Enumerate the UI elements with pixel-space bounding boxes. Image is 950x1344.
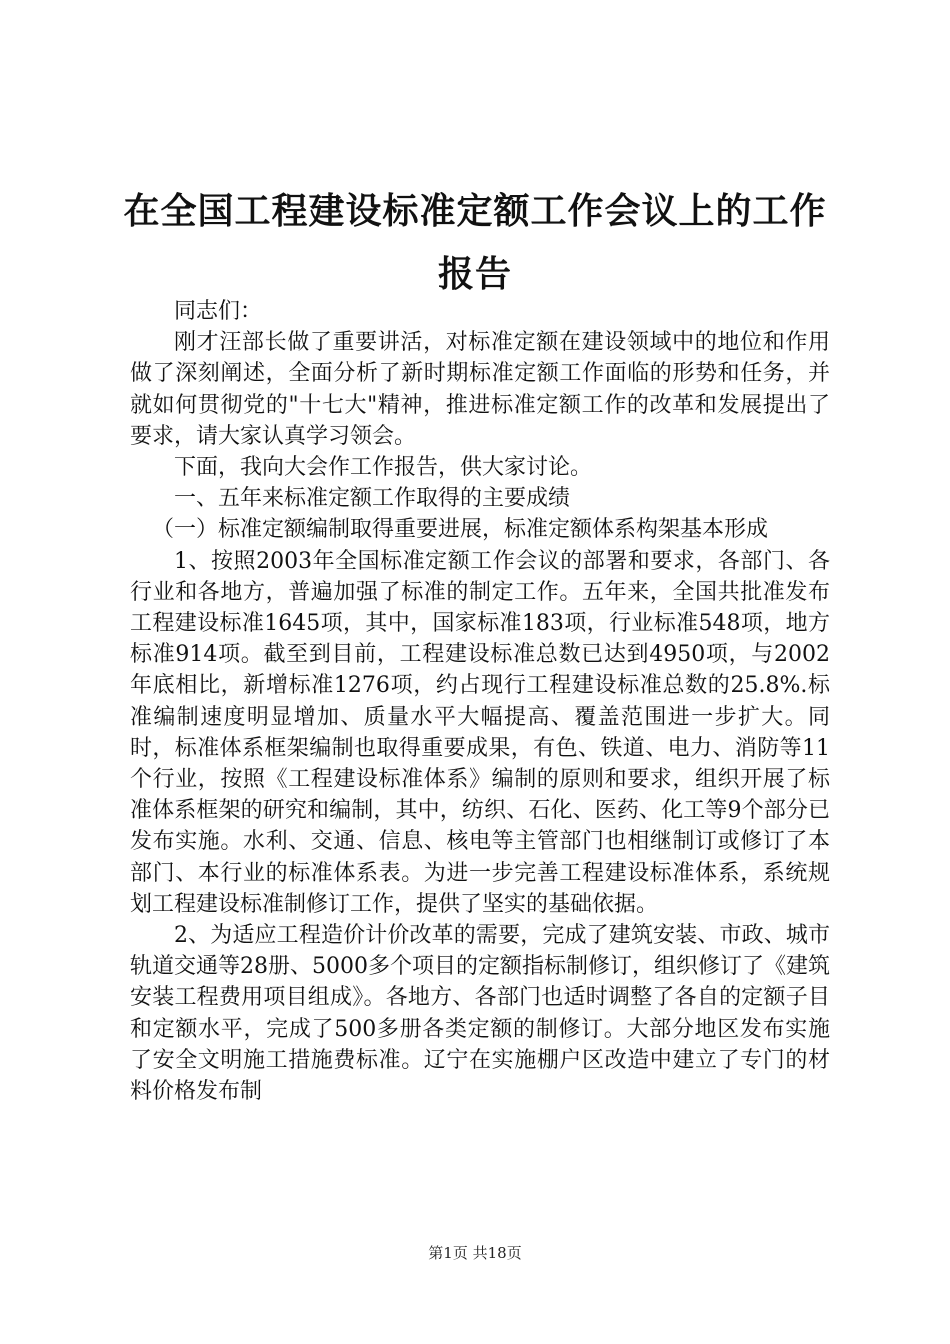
document-title: 在全国工程建设标准定额工作会议上的工作报告 [123,190,827,295]
body-paragraph-quotas: 2、为适应工程造价计价改革的需要，完成了建筑安装、市政、城市轨道交通等28册、5000多个项目的定额指标制修订，组织修订了《建筑安装工程费用项目组成》。各地方、各部门也适时调整了各自的定额子目和定额水平，完成了500多册各类定额的制修订。大部分地区发布实施了安全文明施工措施费标准。辽宁在实施棚户区改造中建立了专门的材料价格发布制 [130,923,830,1105]
section-heading: 一、五年来标准定额工作取得的主要成绩 [174,486,571,512]
subsection-heading: （一）标准定额编制取得重要进展，标准定额体系构架基本形成 [152,517,769,543]
transition-paragraph: 下面，我向大会作工作报告，供大家讨论。 [174,455,593,481]
body-paragraph-standards: 1、按照2003年全国标准定额工作会议的部署和要求，各部门、各行业和各地方，普遍加强了标准的制定工作。五年来，全国共批准发布工程建设标准1645项，其中，国家标准183项，行业标准548项，地方标准914项。截至到目前，工程建设标准总数已达到4950项，与2002年底相比，新增标准1276项，约占现行工程建设标准总数的25.8%.标准编制速度明显增加、质量水平大幅提高、覆盖范围进一步扩大。同时，标准体系框架编制也取得重要成果，有色、铁道、电力、消防等11个行业，按照《工程建设标准体系》编制的原则和要求，组织开展了标准体系框架的研究和编制，其中，纺织、石化、医药、化工等9个部分已发布实施。水利、交通、信息、核电等主管部门也相继制订或修订了本部门、本行业的标准体系表。为进一步完善工程建设标准体系，系统规划工程建设标准制修订工作，提供了坚实的基础依据。 [130,548,830,917]
page-number-footer: 第1页 共18页 [428,1244,522,1262]
document-body [130,296,830,1107]
intro-paragraph: 刚才汪部长做了重要讲活，对标准定额在建设领域中的地位和作用做了深刻阐述，全面分析了新时期标准定额工作面临的形势和任务，并就如何贯彻党的"十七大"精神，推进标准定额工作的改革和发展提出了要求，请大家认真学习领会。 [130,330,830,449]
salutation-paragraph: 同志们： [174,299,263,324]
